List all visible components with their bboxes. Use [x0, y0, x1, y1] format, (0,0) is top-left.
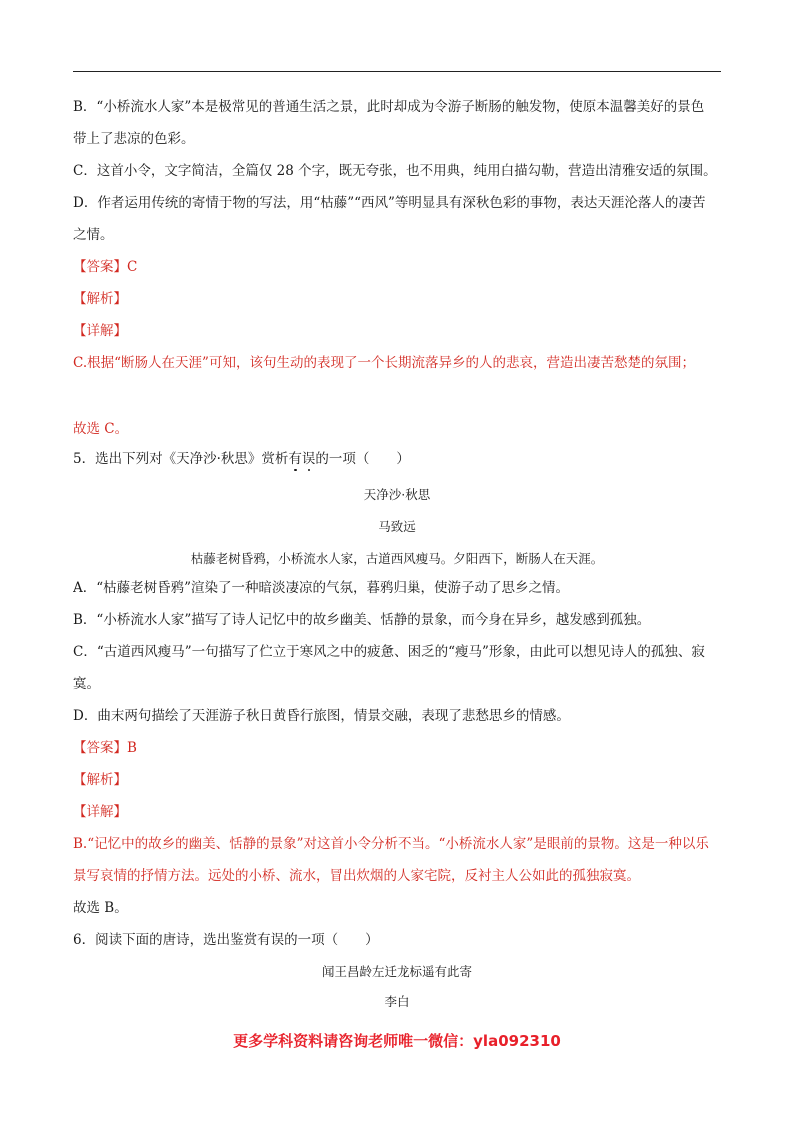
header-rule	[73, 71, 721, 72]
q6-poem-author: 李白	[384, 994, 410, 1009]
q4-option-b-line1: B．“小桥流水人家”本是极常见的普通生活之景，此时却成为令游子断肠的触发物，使原本温馨美好的景色	[73, 99, 705, 115]
q5-detail-line1: B.“记忆中的故乡的幽美、恬静的景象”对这首小令分析不当。“小桥流水人家”是眼前的景物。这是一种以乐	[73, 836, 709, 852]
q5-analysis-label: 【解析】	[73, 772, 127, 788]
q4-detail-text: C.根据“断肠人在天涯”可知，该句生动的表现了一个长期流落异乡的人的悲哀，营造出凄苦愁楚的氛围；	[73, 355, 695, 371]
q5-options	[73, 572, 723, 924]
q4-conclusion-block	[73, 413, 723, 445]
q5-detail-label: 【详解】	[73, 804, 127, 820]
q5-option-c-line1: C．“古道西风瘦马”一句描写了伫立于寒风之中的疲惫、困乏的“瘦马”形象，由此可以想见诗人的孤独、寂	[73, 644, 705, 660]
q5-conclusion: 故选 B。	[73, 900, 128, 916]
q4-analysis-label: 【解析】	[73, 291, 127, 307]
q5-option-d: D．曲末两句描绘了天涯游子秋日黄昏行旅图，情景交融，表现了悲愁思乡的情感。	[73, 708, 570, 724]
q5-stem	[73, 443, 723, 475]
q6-poem-title: 闻王昌龄左迁龙标遥有此寄	[321, 964, 472, 979]
q5-poem-author: 马致远	[378, 519, 416, 534]
emphasis-char: 误	[301, 451, 316, 467]
q5-option-c-line2: 寞。	[73, 676, 100, 692]
q4-option-c: C．这首小令，文字简洁，全篇仅 28 个字，既无夸张，也不用典，纯用白描勾勒，营造出清雅安适的氛围。	[73, 163, 717, 179]
emphasis-char: 有	[288, 451, 302, 467]
q5-stem-part3: 的一项（ ）	[315, 451, 410, 467]
q5-stem-emphasis	[288, 451, 315, 467]
q4-conclusion: 故选 C。	[73, 421, 129, 437]
q5-poem-title: 天净沙·秋思	[363, 487, 431, 502]
q5-detail-line2: 景写哀情的抒情方法。远处的小桥、流水，冒出炊烟的人家宅院，反衬主人公如此的孤独寂寞。	[73, 868, 640, 884]
q5-answer: 【答案】B	[73, 740, 137, 756]
q5-option-b: B．“小桥流水人家”描写了诗人记忆中的故乡幽美、恬静的景象，而今身在异乡，越发感到孤独。	[73, 612, 651, 628]
q5-poem-text: 枯藤老树昏鸦，小桥流水人家，古道西风瘦马。夕阳西下，断肠人在天涯。	[190, 551, 604, 566]
q5-stem-emphasis-text	[288, 451, 315, 467]
q4-section	[73, 91, 723, 379]
q4-answer: 【答案】C	[73, 259, 138, 275]
q6-stem: 6．阅读下面的唐诗，选出鉴赏有误的一项（ ）	[73, 932, 379, 948]
q4-option-d-line2: 之情。	[73, 227, 114, 243]
q4-option-b-line2: 带上了悲凉的色彩。	[73, 131, 195, 147]
q5-option-a: A．“枯藤老树昏鸦”渲染了一种暗淡凄凉的气氛，暮鸦归巢，使游子动了思乡之情。	[73, 580, 570, 596]
q4-option-d-line1: D．作者运用传统的寄情于物的写法，用“枯藤”“西风”等明显具有深秋色彩的事物，表达天涯沦落人的凄苦	[73, 195, 706, 211]
q6-stem-block	[73, 924, 723, 956]
q5-stem-part1: 5．选出下列对《天净沙·秋思》赏析	[73, 451, 289, 467]
footer-promo: 更多学科资料请咨询老师唯一微信：yla092310	[233, 1032, 561, 1050]
q4-detail-label: 【详解】	[73, 323, 127, 339]
